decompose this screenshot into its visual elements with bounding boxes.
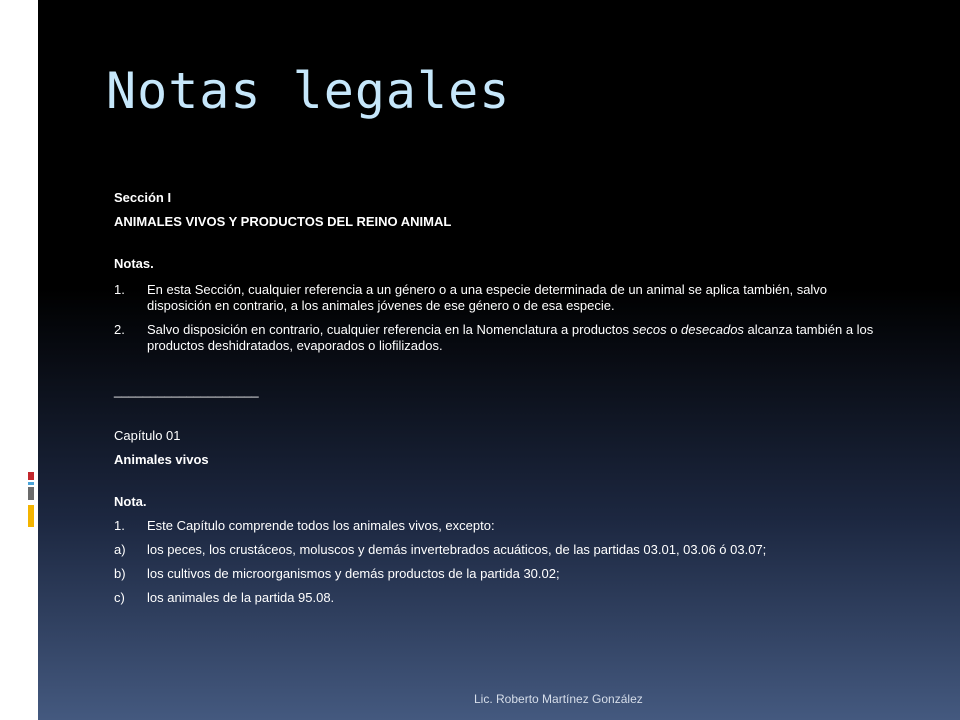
exception-text: los peces, los crustáceos, moluscos y demás invertebrados acuáticos, de las partidas 03.01, 03.06 ó 03.07; <box>147 542 767 557</box>
note-text-part: o <box>666 322 682 337</box>
chapter-label: Capítulo 01 <box>114 428 181 443</box>
note-text <box>147 322 884 354</box>
slide-title: Notas legales <box>106 62 511 120</box>
chapter-note-label: Nota. <box>114 494 147 509</box>
note-text: En esta Sección, cualquier referencia a un género o a una especie determinada de un animal se aplica también, salvo disposición en contrario, a los animales jóvenes de ese género o de esa especie. <box>147 282 828 313</box>
list-marker: 1. <box>114 518 125 533</box>
left-decorative-strip <box>0 0 38 720</box>
accent-bar-blue <box>28 482 34 485</box>
accent-bar-red <box>28 472 34 480</box>
note-italic-secos: secos <box>632 322 667 337</box>
exception-a <box>114 542 884 558</box>
note-text-part: alcanza también a los productos deshidratados, evaporados o liofilizados. <box>147 322 874 353</box>
chapter-note-1 <box>114 518 884 534</box>
exception-b <box>114 566 884 582</box>
list-marker: 1. <box>114 282 125 297</box>
section-note-1 <box>114 282 884 314</box>
exception-c <box>114 590 884 606</box>
exception-text: los cultivos de microorganismos y demás productos de la partida 30.02; <box>147 566 560 581</box>
note-italic-desecados: desecados <box>681 322 744 337</box>
slide-footer: Lic. Roberto Martínez González <box>474 692 643 706</box>
note-text-part: Salvo disposición en contrario, cualquier referencia en la Nomenclatura a productos <box>147 322 633 337</box>
notes-label: Notas. <box>114 256 154 271</box>
list-marker: 2. <box>114 322 125 337</box>
note-text: Este Capítulo comprende todos los animales vivos, excepto: <box>147 518 495 533</box>
list-marker: c) <box>114 590 125 605</box>
list-marker: b) <box>114 566 126 581</box>
slide-content <box>114 190 884 606</box>
section-heading: Sección I <box>114 190 172 205</box>
accent-bar-gray <box>28 487 34 500</box>
separator-line: ____________________ <box>114 383 259 398</box>
section-subheading: ANIMALES VIVOS Y PRODUCTOS DEL REINO ANIMAL <box>114 214 452 229</box>
exception-text: los animales de la partida 95.08. <box>147 590 335 605</box>
accent-bar-yellow <box>28 505 34 527</box>
section-note-2 <box>114 322 884 354</box>
chapter-name: Animales vivos <box>114 452 209 467</box>
list-marker: a) <box>114 542 126 557</box>
